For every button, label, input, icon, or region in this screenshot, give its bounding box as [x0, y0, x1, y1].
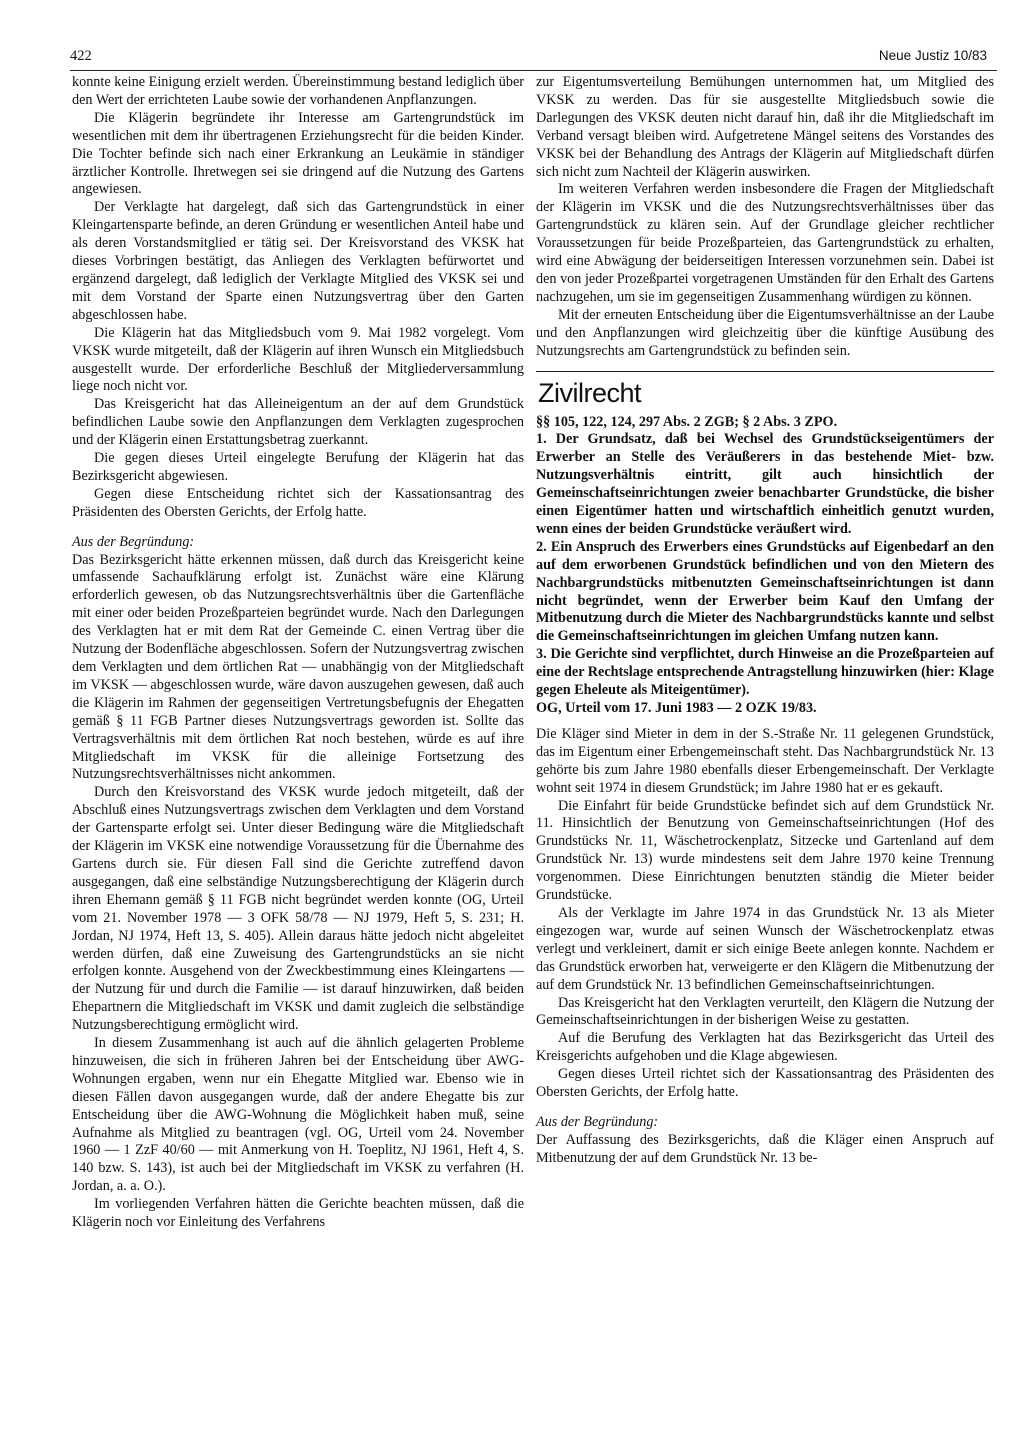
paragraph: Die gegen dieses Urteil eingelegte Berufung der Klägerin hat das Bezirksgericht abgewiesen. [72, 450, 524, 484]
paragraph: Der Verklagte hat dargelegt, daß sich das Gartengrundstück in einer Kleingartensparte befinde, an deren Gründung er wesentlichen Anteil habe und als deren Vorstandsmitglied er tätig sei. Der Kreisvorstand des VKSK hat dieses Vorbringen bestätigt, das Anliegen des Verklagten befürwortet und ergänzend dargelegt, daß lediglich der Verklagte Mitglied des VKSK sei und mit dem Vorstand der Sparte einen Nutzungsvertrag über den Garten abgeschlossen habe. [72, 199, 524, 323]
paragraph: Durch den Kreisvorstand des VKSK wurde jedoch mitgeteilt, daß der Abschluß eines Nutzungsvertrags zwischen dem Verklagten und dem Vorstand der Gartensparte erfolgt sei. Unter dieser Bedingung wäre die Mitgliedschaft der Klägerin im VKSK eine notwendige Voraussetzung für die Übernahme des Gartens durch sie. Für diesen Fall sind die Gerichte zutreffend davon ausgegangen, daß eine selbständige Nutzungsberechtigung der Klägerin durch ihren Ehemann gemäß § 11 FGB nicht begründet werden konnte (OG, Urteil vom 21. November 1978 — 3 OFK 58/78 — NJ 1979, Heft 5, S. 231; H. Jordan, NJ 1974, Heft 13, S. 405). Allein daraus hätte jedoch nicht abgeleitet werden dürfen, daß eine Zuweisung des Gartengrundstücks an sie nicht erfolgen konnte. Ausgehend von der Zweckbestimmung eines Kleingartens — der Nutzung für und durch die Familie — ist darauf hinzuwirken, daß beiden Ehepartnern die Mitgliedschaft im VKSK und damit zugleich die selbständige Nutzungsberechtigung ermöglicht wird. [72, 784, 524, 1034]
paragraph: In diesem Zusammenhang ist auch auf die ähnlich gelagerten Probleme hinzuweisen, die sich in früheren Jahren bei der Entscheidung über AWG-Wohnungen ergaben, wenn nur ein Ehegatte Mitglied war. Ebenso wie in diesen Fällen davon ausgegangen wurde, daß der andere Ehegatte bis zur Entscheidung über die AWG-Wohnung die Möglichkeit haben muß, seine Aufnahme als Mitglied zu beantragen (vgl. OG, Urteil vom 24. November 1960 — 1 ZzF 40/60 — mit Anmerkung von H. Toeplitz, NJ 1961, Heft 4, S. 140 bzw. S. 143), ist auch bei der Mitgliedschaft im VKSK zu verfahren (H. Jordan, a. a. O.). [72, 1035, 524, 1195]
paragraph: zur Eigentumsverteilung Bemühungen unternommen hat, um Mitglied des VKSK zu werden. Das für sie ausgestellte Mitgliedsbuch sowie die Darlegungen des VKSK deuten nicht darauf hin, daß ihr die Mitgliedschaft im Verband versagt bleiben wird. Aufgetretene Mängel seitens des Vorstandes des VKSK bei der Behandlung des Antrags der Klägerin auf Mitgliedschaft dürfen sich nicht zum Nachteil der Klägerin auswirken. [536, 74, 994, 180]
headnote-1: 1. Der Grundsatz, daß bei Wechsel des Grundstückseigentümers der Erwerber an Stelle des Veräußerers in das bestehende Miet- bzw. Nutzungsverhältnis eintritt, gilt auch hinsichtlich der Gemeinschaftseinrichtungen zweier benachbarter Grundstücke, die bisher einen Eigentümer hatten und wirtschaftlich einheitlich genutzt wurden, wenn eines der beiden Grundstücke veräußert wird. [536, 431, 994, 537]
paragraph: Der Auffassung des Bezirksgerichts, daß die Kläger einen Anspruch auf Mitbenutzung der auf dem Grundstück Nr. 13 be- [536, 1131, 994, 1166]
norm-citation: §§ 105, 122, 124, 297 Abs. 2 ZGB; § 2 Abs. 3 ZPO. [536, 413, 838, 430]
journal-issue: Neue Justiz 10/83 [878, 48, 987, 63]
paragraph: Auf die Berufung des Verklagten hat das Bezirksgericht das Urteil des Kreisgerichts aufgehoben und die Klage abgewiesen. [536, 1030, 994, 1065]
section-rule [536, 371, 994, 372]
page-header [52, 44, 997, 68]
paragraph: Die Klägerin hat das Mitgliedsbuch vom 9. Mai 1982 vorgelegt. Vom VKSK wurde mitgeteilt, daß der Klägerin auf ihren Wunsch ein Mitgliedsbuch ausgestellt wurde. Der erforderliche Beschluß der Mitgliederversammlung liege noch nicht vor. [72, 324, 524, 395]
paragraph: Gegen dieses Urteil richtet sich der Kassationsantrag des Präsidenten des Obersten Gerichts, der Erfolg hatte. [536, 1066, 994, 1101]
paragraph: Die Klägerin begründete ihr Interesse am Gartengrundstück im wesentlichen mit dem ihr übertragenen Erziehungsrecht für die beiden Kinder. Die Tochter befinde sich nach einer Erkrankung an Leukämie in ständiger ärztlicher Kontrolle. Ihretwegen sei sie dringend auf die Nutzung des Gartens angewiesen. [72, 109, 524, 198]
subheading-reasons: Aus der Begründung: [536, 1113, 659, 1130]
paragraph: Im vorliegenden Verfahren hätten die Gerichte beachten müssen, daß die Klägerin noch vor Einleitung des Verfahrens [72, 1196, 524, 1231]
headnote-2: 2. Ein Anspruch des Erwerbers eines Grundstücks auf Eigenbedarf an den auf dem erworbenen Grundstück befindlichen und von den Mietern des Nachbargrundstücks mitbenutzten Gemeinschaftseinrichtungen ist dann nicht begründet, wenn der Erwerber beim Kauf den Umfang der Mitbenutzung durch die Mieter des Nachbargrundstücks kannte und selbst die Gemeinschaftseinrichtungen im gleichen Umfang nutzen kann. [536, 538, 994, 645]
paragraph: Das Bezirksgericht hätte erkennen müssen, daß durch das Kreisgericht keine umfassende Sachaufklärung erfolgt ist. Zunächst wäre eine Klärung erforderlich gewesen, ob das Nutzungsrechtsverhältnis über die Gartenfläche mit einer oder beiden Prozeßparteien begründet wurde. Nach den Darlegungen des Verklagten hat er mit dem Rat der Gemeinde C. einen Vertrag über die Nutzung der Bodenfläche abgeschlossen. Sofern der Nutzungsvertrag zwischen dem Verklagten und dem örtlichen Rat — unabhängig von der Mitgliedschaft im VKSK — abgeschlossen wurde, wäre davon auszugehen gewesen, daß auch die Klägerin im Rahmen der gegenseitigen Vertretungsbefugnis der Ehegatten gemäß § 11 FGB Partner dieses Nutzungsvertrags geworden ist. Sollte das Vertragsverhältnis mit dem örtlichen Rat noch bestehen, würde es auf ihre Mitgliedschaft im VKSK für die alleinige Fortsetzung des Nutzungsrechtsverhältnisses nicht ankommen. [72, 551, 524, 783]
paragraph: konnte keine Einigung erzielt werden. Übereinstimmung bestand lediglich über den Wert der errichteten Laube sowie der vorhandenen Anpflanzungen. [72, 74, 524, 108]
paragraph: Gegen diese Entscheidung richtet sich der Kassationsantrag des Präsidenten des Obersten Gerichts, der Erfolg hatte. [72, 485, 524, 520]
header-rule [70, 70, 997, 71]
paragraph: Im weiteren Verfahren werden insbesondere die Fragen der Mitgliedschaft der Klägerin im VKSK und die des Nutzungsrechtsverhältnisses über das Gartengrundstück zu klären sein. Auf der Grundlage gleicher rechtlicher Voraussetzungen für beide Prozeßparteien, das Gartengrundstück zu erhalten, wird eine Abwägung der beiderseitigen Interessen vorzunehmen sein. Dabei ist den von jeder Prozeßpartei vorgetragenen Umständen für den Erhalt des Gartens nachzugehen, um sie im gegenseitigen Zusammenhang würdigen zu können. [536, 181, 994, 305]
left-column [72, 74, 524, 1232]
paragraph: Als der Verklagte im Jahre 1974 in das Grundstück Nr. 13 als Mieter eingezogen war, wurde auf seinen Wunsch der Wäschetrockenplatz etwas verlegt und verkleinert, damit er sich einige Beete anlegen konnte. Nachdem er das Grundstück erworben hat, verweigerte er den Klägern die Mitbenutzung der auf dem Grundstück Nr. 13 befindlichen Gemeinschaftseinrichtungen. [536, 904, 994, 993]
subheading-reasons: Aus der Begründung: [72, 533, 195, 550]
section-title: Zivilrecht [538, 377, 642, 408]
page-number: 422 [70, 48, 92, 64]
paragraph: Die Kläger sind Mieter in dem in der S.-Straße Nr. 11 gelegenen Grundstück, das im Eigentum einer Erbengemeinschaft steht. Das Nachbargrundstück Nr. 13 gehörte bis zum Jahre 1980 ebenfalls dieser Erbengemeinschaft. Der Verklagte wohnt seit 1974 in diesem Grundstück; im Jahre 1980 hat er es gekauft. [536, 725, 994, 796]
paragraph: Mit der erneuten Entscheidung über die Eigentumsverhältnisse an der Laube und den Anpflanzungen wird gleichzeitig über die künftige Ausübung des Nutzungsrechts am Gartengrundstück zu befinden sein. [536, 306, 994, 359]
paragraph: Das Kreisgericht hat den Verklagten verurteilt, den Klägern die Nutzung der Gemeinschaftseinrichtungen in der bisherigen Weise zu gestatten. [536, 994, 994, 1029]
journal-page [52, 44, 997, 1414]
paragraph: Die Einfahrt für beide Grundstücke befindet sich auf dem Grundstück Nr. 11. Hinsichtlich der Benutzung von Gemeinschaftseinrichtungen (Hof des Grundstücks Nr. 11, Wäschetrockenplatz, Sitzecke und Gartenland auf dem Grundstück Nr. 13) wurde mindestens seit dem Jahre 1970 keine Trennung vorgenommen. Diese Einrichtungen benutzten ständig die Mieter beider Grundstücke. [536, 797, 994, 904]
right-column [536, 74, 994, 1168]
headnote-3: 3. Die Gerichte sind verpflichtet, durch Hinweise an die Prozeßparteien auf eine der Rechtslage entsprechende Antragstellung hinzuwirken (hier: Klage gegen Eheleute als Miteigentümer). [536, 646, 994, 699]
decision-reference: OG, Urteil vom 17. Juni 1983 — 2 OZK 19/83. [536, 700, 817, 716]
paragraph: Das Kreisgericht hat das Alleineigentum an der auf dem Grundstück befindlichen Laube sowie den Anpflanzungen dem Verklagten zugesprochen und der Klägerin einen Erstattungsbetrag zuerkannt. [72, 396, 524, 449]
